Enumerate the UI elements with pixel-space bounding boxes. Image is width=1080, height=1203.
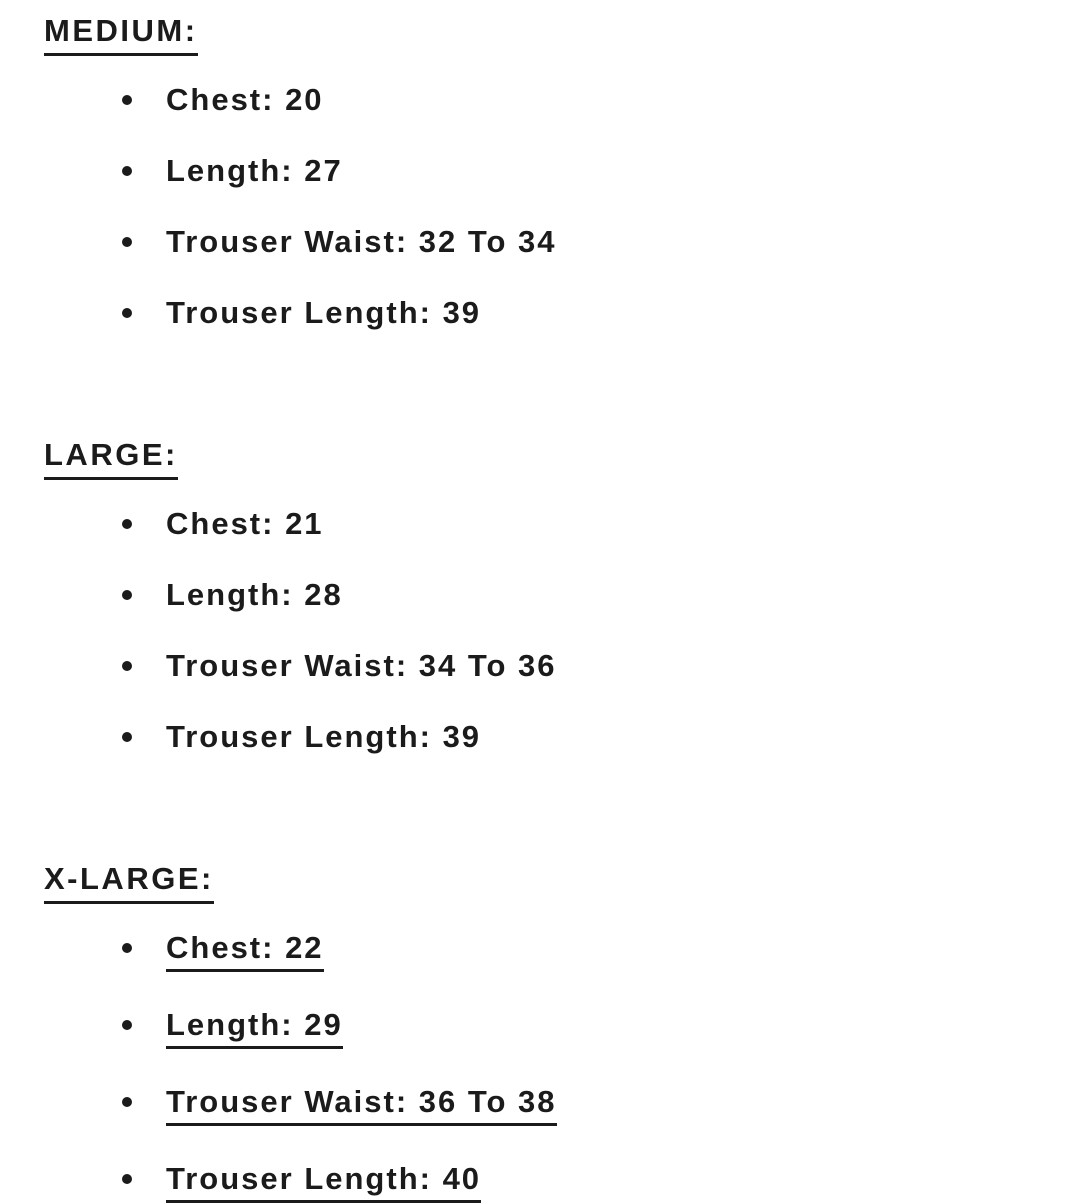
size-section-x-large [44, 860, 1060, 1203]
bullet-icon [122, 1174, 132, 1184]
measure-text: Chest: 20 [166, 82, 324, 117]
size-heading-x-large [44, 860, 1060, 904]
list-item-x-large-chest [44, 930, 1060, 972]
bullet-icon [122, 943, 132, 953]
size-heading-medium-text: MEDIUM: [44, 12, 198, 56]
measure-list-large [44, 506, 1060, 755]
bullet-icon [122, 590, 132, 600]
list-item-x-large-trouser-waist [44, 1084, 1060, 1126]
measure-text: Length: 28 [166, 577, 343, 612]
measure-text: Trouser Length: 39 [166, 295, 482, 330]
size-heading-large [44, 436, 1060, 480]
measure-text: Length: 27 [166, 153, 343, 188]
size-heading-medium [44, 12, 1060, 56]
bullet-icon [122, 519, 132, 529]
measure-text: Length: 29 [166, 1007, 343, 1049]
bullet-icon [122, 661, 132, 671]
measure-text: Chest: 21 [166, 506, 324, 541]
measure-list-x-large [44, 930, 1060, 1203]
size-section-large [44, 436, 1060, 755]
measure-text: Trouser Waist: 32 To 34 [166, 224, 557, 259]
size-section-medium [44, 12, 1060, 331]
list-item-large-chest [44, 506, 1060, 542]
bullet-icon [122, 308, 132, 318]
measure-text: Trouser Length: 39 [166, 719, 482, 754]
size-heading-large-text: LARGE: [44, 436, 178, 480]
measure-list-medium [44, 82, 1060, 331]
measure-text: Trouser Waist: 34 To 36 [166, 648, 557, 683]
bullet-icon [122, 95, 132, 105]
list-item-x-large-trouser-length [44, 1161, 1060, 1203]
measure-text: Chest: 22 [166, 930, 324, 972]
bullet-icon [122, 732, 132, 742]
measure-text: Trouser Length: 40 [166, 1161, 481, 1203]
list-item-medium-length [44, 153, 1060, 189]
list-item-medium-trouser-length [44, 295, 1060, 331]
list-item-large-trouser-waist [44, 648, 1060, 684]
list-item-large-length [44, 577, 1060, 613]
list-item-medium-chest [44, 82, 1060, 118]
bullet-icon [122, 1097, 132, 1107]
list-item-medium-trouser-waist [44, 224, 1060, 260]
bullet-icon [122, 166, 132, 176]
list-item-large-trouser-length [44, 719, 1060, 755]
bullet-icon [122, 1020, 132, 1030]
size-heading-x-large-text: X-LARGE: [44, 860, 214, 904]
bullet-icon [122, 237, 132, 247]
measure-text: Trouser Waist: 36 To 38 [166, 1084, 557, 1126]
list-item-x-large-length [44, 1007, 1060, 1049]
